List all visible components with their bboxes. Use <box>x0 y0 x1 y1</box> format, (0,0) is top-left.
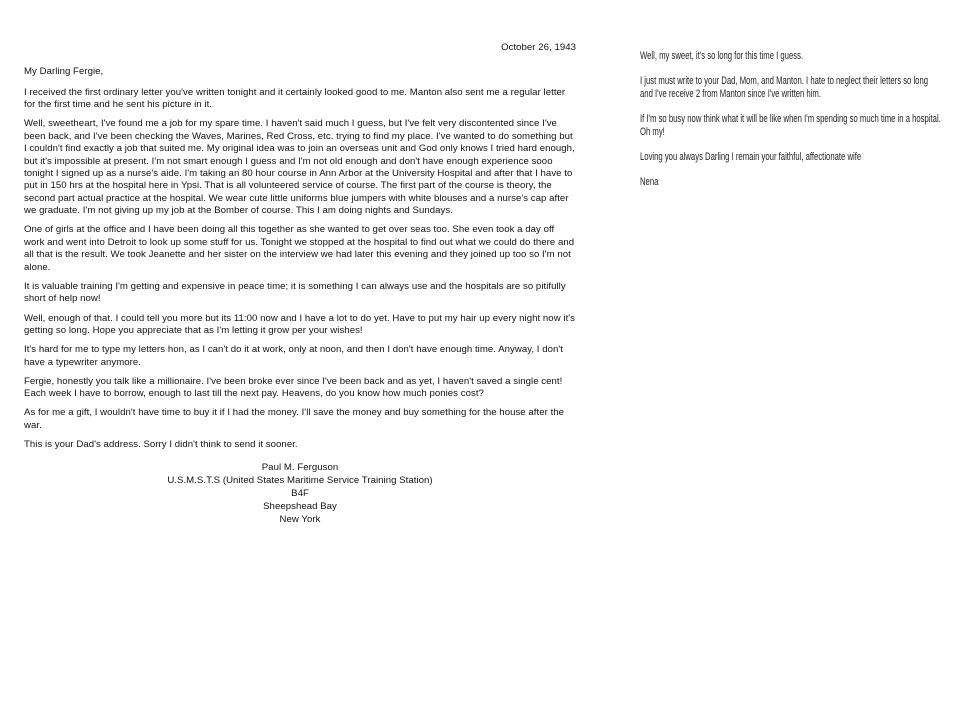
letter-paragraph: It is valuable training I'm getting and expensive in peace time; it is something I can always use and the hospitals are so pitifully short of help now! <box>24 280 566 305</box>
continuation-paragraph: I just must write to your Dad, Mom, and Manton. I hate to neglect their letters so long and I've receive 2 from Manton since I've written him. <box>640 75 929 100</box>
address-state: New York <box>279 514 321 526</box>
letter-paragraph: It's hard for me to type my letters hon, as I can't do it at work, only at noon, and then I don't have enough time. Anyway, I don't have a typewriter anymore. <box>24 344 563 368</box>
letter-page-left <box>24 42 576 526</box>
letter-paragraph: Well, enough of that. I could tell you more but its 11:00 now and I have a lot to do yet. Have to put my hair up every night now it's getting so long. Hope you appreciate that as I'm letting it grow per your wishes! <box>24 312 576 336</box>
letter-paragraph: As for me a gift, I wouldn't have time to buy it if I had the money. I'll save the money and buy something for the house after the war. <box>24 407 565 431</box>
address-locality: Sheepshead Bay <box>263 501 337 513</box>
letter-page-right <box>640 50 941 201</box>
address-name: Paul M. Ferguson <box>261 462 339 474</box>
continuation-paragraph: Well, my sweet, it's so long for this time I guess. <box>640 50 804 62</box>
letter-salutation: My Darling Fergie, <box>24 66 104 78</box>
letter-paragraph: Well, sweetheart, I've found me a job for my spare time. I haven't said much I guess, but I've felt very discontented since I've been back, and I've been checking the Waves, Marines, Red Cross, etc. trying to find my place. I've wanted to do something but I couldn't find exactly a job that suited me. My original idea was to join an overseas unit and God only knows I tried hard enough, but it's impossible at present. I'm not smart enough I guess and I'm not old enough and don't have enough experience sooo tonight I signed up as a nurse's aide. I'm taking an 80 hour course in Ann Arbor at the University Hospital and after that I have to put in 150 hrs at the hospital here in Ypsi. That is all volunteered service of course. The first part of the course is theory, the second part actual practice at the hospital. We wear cute little uniforms blue jumpers with white blouses and a nurse's cap after we graduate. I'm not giving up my job at the Bomber of course. This I am doing nights and Sundays. <box>24 118 575 217</box>
signature-name: Nena <box>640 176 659 188</box>
address-block <box>24 461 576 526</box>
closing-line: Loving you always Darling I remain your faithful, affectionate wife <box>640 151 862 163</box>
letter-paragraph: I received the first ordinary letter you've written tonight and it certainly looked good to me. Manton also sent me a regular letter for the first time and he sent his picture in it. <box>24 86 566 111</box>
letter-date: October 26, 1943 <box>501 42 576 53</box>
letter-paragraph: This is your Dad's address. Sorry I didn't think to send it sooner. <box>24 438 298 450</box>
continuation-paragraph: If I'm so busy now think what it will be like when I'm spending so much time in a hospital. Oh my! <box>640 113 941 138</box>
address-unit: B4F <box>291 488 309 500</box>
address-station: U.S.M.S.T.S (United States Maritime Service Training Station) <box>167 475 433 487</box>
letter-paragraph: One of girls at the office and I have been doing all this together as she wanted to get over seas too. She even took a day off work and went into Detroit to look up some stuff for us. Tonight we stopped at the hospital to find out what we could do there and all that is the result. We took Jeanette and her sister on the interview we had later this evening and they joined up too so I'm not alone. <box>24 224 575 273</box>
letter-paragraph: Fergie, honestly you talk like a millionaire. I've been broke ever since I've been back and as yet, I haven't saved a single cent! Each week I have to borrow, enough to last till the next pay. Heavens, do you know how much ponies cost? <box>24 375 563 400</box>
